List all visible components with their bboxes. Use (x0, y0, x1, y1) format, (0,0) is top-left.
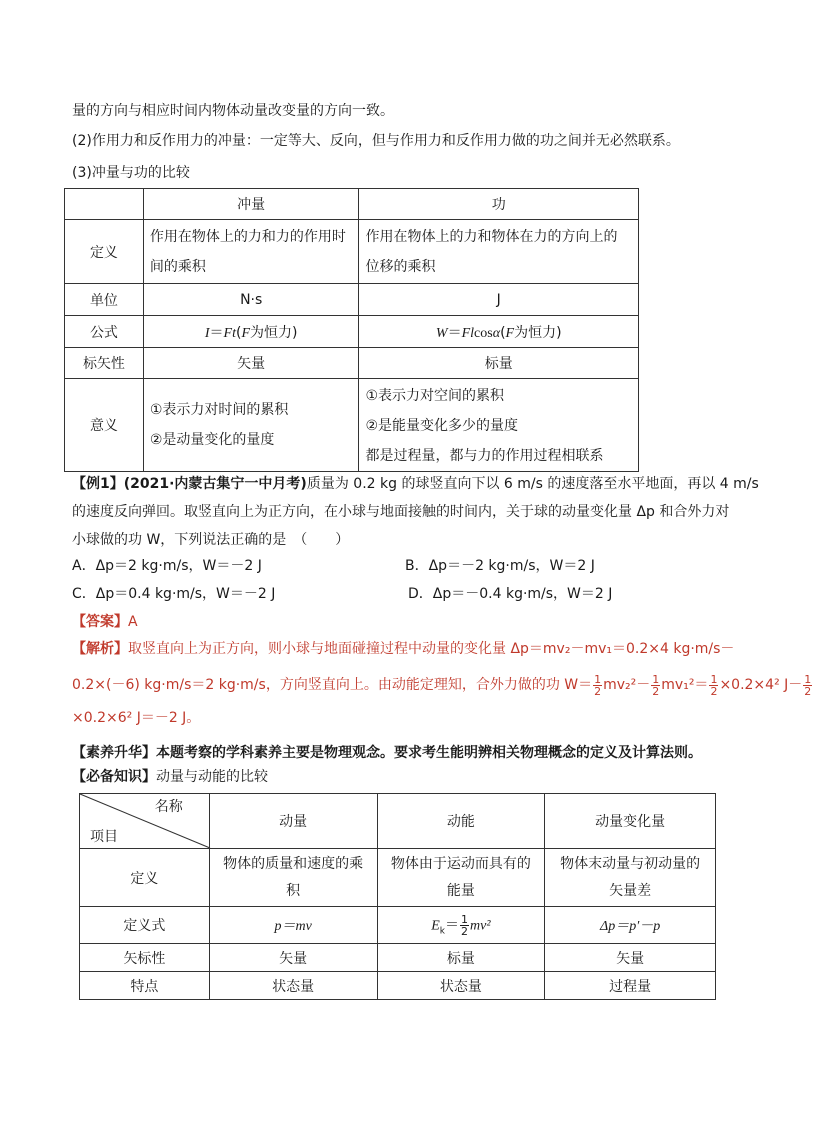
table2-corner (80, 794, 210, 849)
formula-symbol: F (505, 325, 515, 341)
corner-bottom-label: 项目 (90, 829, 118, 845)
momentum-formula: p＝mv (209, 907, 377, 944)
table1-header-impulse: 冲量 (143, 189, 359, 220)
change-formula: Δp＝p′－p (545, 907, 716, 944)
kinetic-definition (377, 849, 545, 907)
example-question (72, 474, 759, 494)
intro-line-3: (3)冲量与功的比较 (72, 165, 190, 181)
example-question-line3: 小球做的功 W，下列说法正确的是 （ ） (72, 532, 350, 548)
impulse-formula (143, 316, 359, 348)
impulse-unit: N·s (143, 284, 359, 316)
fraction-numerator: 1 (461, 912, 468, 926)
analysis-text-4: mv₁²＝ (661, 677, 709, 693)
fraction-numerator: 1 (594, 672, 602, 686)
impulse-definition-line2: 间的乘积 (149, 258, 206, 275)
impulse-definition-line1: 作用在物体上的力和力的作用时 (149, 228, 346, 245)
row-label-meaning: 意义 (65, 379, 144, 472)
example-question-line1: 质量为 0.2 kg 的球竖直向下以 6 m/s 的速度落至水平地面，再以 4 m/s (306, 476, 759, 492)
fraction-half (593, 674, 602, 697)
impulse-scalar-vector: 矢量 (143, 348, 359, 379)
table-row (80, 944, 716, 972)
formula-symbol: W (435, 325, 448, 341)
analysis-text-3: mv₂²－ (603, 677, 651, 693)
table-row (80, 907, 716, 944)
formula-text: cos (474, 325, 493, 341)
table-row (65, 316, 639, 348)
fraction-numerator: 1 (652, 672, 660, 686)
impulse-meaning (143, 379, 359, 472)
answer-tag: 【答案】 (72, 614, 128, 630)
example-source: (2021·内蒙古集宁一中月考) (123, 476, 307, 492)
table-row (65, 348, 639, 379)
analysis-text-1: 取竖直向上为正方向，则小球与地面碰撞过程中动量的变化量 Δp＝mv₂－mv₁＝0.2×4 kg·m/s－ (128, 641, 735, 657)
table-row (80, 794, 716, 849)
table2-header-kinetic: 动能 (377, 794, 545, 849)
fraction-numerator: 1 (710, 672, 718, 686)
table-row (65, 379, 639, 472)
work-meaning (359, 379, 639, 472)
table-row (65, 189, 639, 220)
knowledge-text: 动量与动能的比较 (156, 769, 268, 785)
work-meaning-line2: ②是能量变化多少的量度 (365, 418, 519, 434)
analysis-text-2: 0.2×(－6) kg·m/s＝2 kg·m/s，方向竖直向上。由动能定理知，合外力做的功 W＝ (72, 677, 593, 693)
formula-symbol: E (431, 918, 440, 933)
answer (72, 612, 138, 632)
kinetic-definition-line2: 能量 (446, 882, 475, 899)
meaning-common: 都是过程量，都与力的作用过程相联系 (365, 448, 604, 464)
table-row (65, 220, 639, 284)
kinetic-formula (377, 907, 545, 944)
analysis-line3: ×0.2×6² J＝－2 J。 (72, 710, 201, 726)
work-unit: J (359, 284, 639, 316)
knowledge-tag: 【必备知识】 (72, 769, 156, 785)
analysis-text-5: ×0.2×4² J－ (719, 677, 803, 693)
literacy-tag: 【素养升华】 (72, 745, 156, 761)
row-label-unit: 单位 (65, 284, 144, 316)
row-label-formula: 公式 (65, 316, 144, 348)
formula-text: ＝ (445, 917, 459, 933)
intro-line-2: (2)作用力和反作用力的冲量：一定等大、反向，但与作用力和反作用力做的功之间并无必然联系。 (72, 133, 680, 149)
momentum-definition-line1: 物体的质量和速度的乘 (223, 855, 364, 872)
fraction-half (709, 674, 718, 697)
formula-symbol: I (204, 325, 210, 341)
corner-top-label: 名称 (154, 799, 183, 815)
fraction-denominator: 2 (652, 684, 660, 698)
row-label-feature: 特点 (80, 972, 210, 1000)
fraction-denominator: 2 (594, 684, 602, 698)
change-definition-line2: 矢量差 (609, 882, 652, 899)
change-definition (545, 849, 716, 907)
option-c[interactable]: C．Δp＝0.4 kg·m/s，W＝－2 J (72, 586, 276, 602)
work-definition-line1: 作用在物体上的力和物体在力的方向上的 (365, 228, 618, 245)
analysis-line2 (72, 672, 813, 698)
analysis-line1 (72, 639, 734, 659)
formula-symbol: α (492, 325, 501, 341)
table-row (80, 972, 716, 1000)
momentum-energy-table (79, 793, 716, 1000)
work-formula (359, 316, 639, 348)
table1-header-work: 功 (359, 189, 639, 220)
formula-text: ( (235, 324, 242, 341)
row-label-definition: 定义 (65, 220, 144, 284)
row-label-definition: 定义 (80, 849, 210, 907)
impulse-meaning-line2: ②是动量变化的量度 (149, 432, 275, 448)
row-label-scalar-vector: 矢标性 (80, 944, 210, 972)
fraction-denominator: 2 (710, 684, 718, 698)
formula-symbol: F (241, 325, 251, 341)
literacy-text: 本题考察的学科素养主要是物理观念。要求考生能明辨相关物理概念的定义及计算法则。 (156, 745, 702, 761)
formula-symbol: Ft (223, 325, 236, 341)
option-a[interactable]: A．Δp＝2 kg·m/s，W＝－2 J (72, 558, 262, 574)
work-definition (359, 220, 639, 284)
formula-symbol: mv² (470, 918, 491, 933)
row-label-formula: 定义式 (80, 907, 210, 944)
formula-text: ＝ (447, 324, 462, 341)
kinetic-definition-line1: 物体由于运动而具有的 (390, 855, 531, 872)
formula-symbol: Fl (461, 325, 475, 341)
intro-line-1: 量的方向与相应时间内物体动量改变量的方向一致。 (72, 103, 394, 119)
momentum-definition-line2: 积 (286, 882, 301, 899)
row-label-scalar-vector: 标矢性 (65, 348, 144, 379)
example-question-line2: 的速度反向弹回。取竖直向上为正方向，在小球与地面接触的时间内，关于球的动量变化量 Δp 和合外力对 (72, 504, 730, 520)
impulse-meaning-line1: ①表示力对时间的累积 (149, 402, 289, 418)
formula-subscript: k (439, 925, 445, 936)
fraction-half (651, 674, 660, 697)
kinetic-feature: 状态量 (377, 972, 545, 1000)
impulse-work-table (64, 188, 639, 472)
formula-text: 为恒力) (514, 324, 562, 341)
analysis-tag: 【解析】 (72, 641, 128, 657)
fraction-half (460, 914, 469, 937)
table2-header-change: 动量变化量 (545, 794, 716, 849)
change-definition-line1: 物体末动量与初动量的 (560, 855, 701, 872)
formula-text: 为恒力) (250, 324, 298, 341)
kinetic-scalar-vector: 标量 (377, 944, 545, 972)
work-meaning-line1: ①表示力对空间的累积 (365, 388, 505, 404)
fraction-numerator: 1 (804, 672, 812, 686)
knowledge-heading (72, 767, 268, 787)
formula-text: ＝ (209, 324, 224, 341)
table1-corner (65, 189, 144, 220)
table-row (65, 284, 639, 316)
fraction-denominator: 2 (461, 924, 468, 938)
fraction-denominator: 2 (804, 684, 812, 698)
momentum-scalar-vector: 矢量 (209, 944, 377, 972)
change-feature: 过程量 (545, 972, 716, 1000)
table2-header-momentum: 动量 (209, 794, 377, 849)
work-scalar-vector: 标量 (359, 348, 639, 379)
example-tag: 【例1】 (72, 476, 124, 492)
option-b[interactable]: B．Δp＝－2 kg·m/s，W＝2 J (405, 558, 595, 574)
table-row (80, 849, 716, 907)
momentum-definition (209, 849, 377, 907)
impulse-definition (143, 220, 359, 284)
option-d[interactable]: D．Δp＝－0.4 kg·m/s，W＝2 J (408, 586, 613, 602)
fraction-half (803, 674, 812, 697)
literacy (72, 743, 702, 763)
formula-text: ( (500, 324, 506, 341)
answer-value: A (128, 614, 138, 630)
momentum-feature: 状态量 (209, 972, 377, 1000)
work-definition-line2: 位移的乘积 (365, 258, 436, 275)
change-scalar-vector: 矢量 (545, 944, 716, 972)
